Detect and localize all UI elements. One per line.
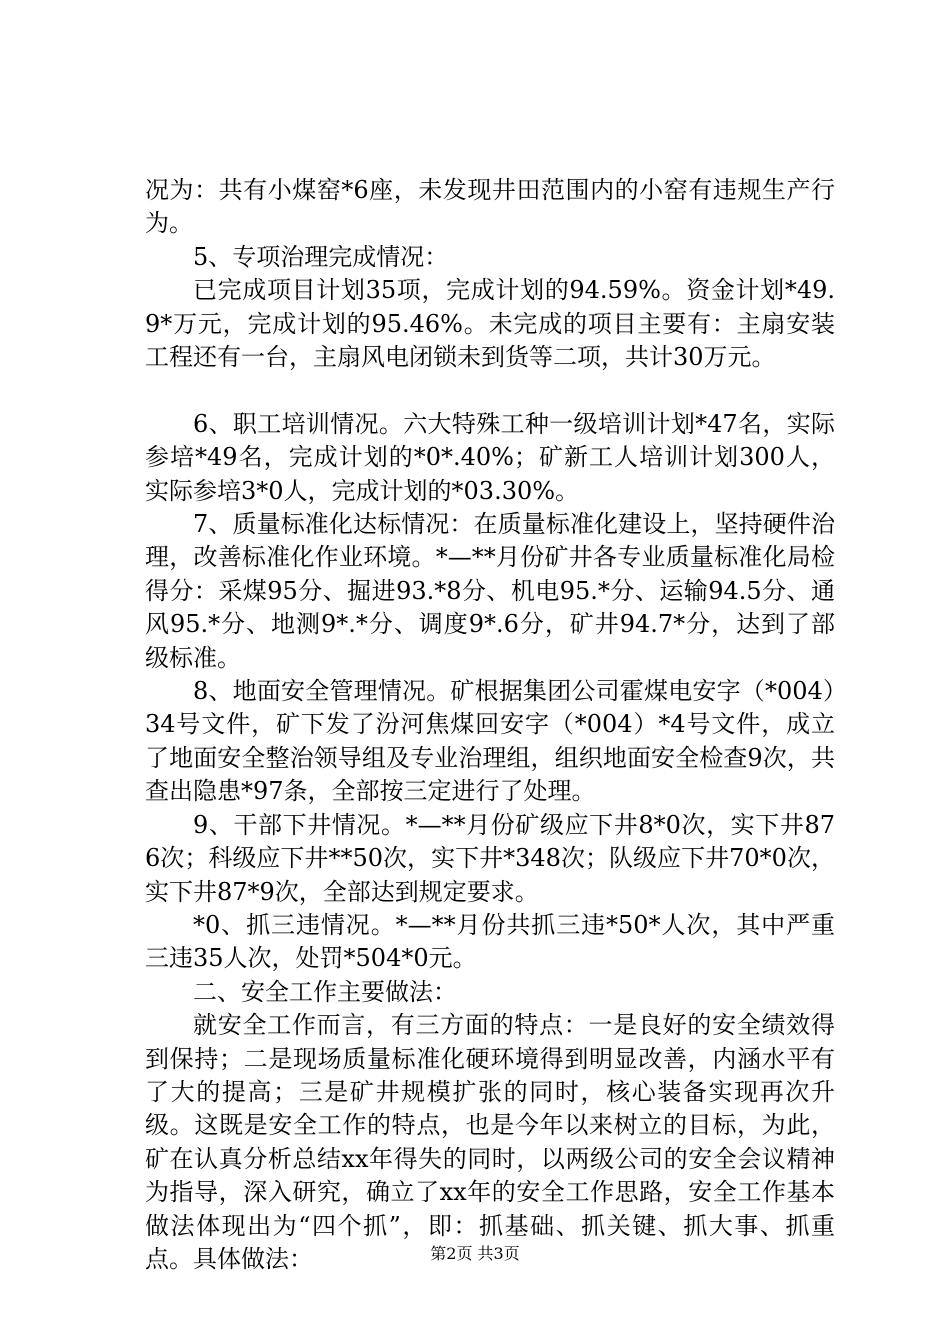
paragraph-safety-methods: 就安全工作而言，有三方面的特点：一是良好的安全绩效得到保持；二是现场质量标准化硬环境得到明显改善，内涵水平有了大的提高；三是矿井规模扩张的同时，核心装备实现再次升级。这既是安全工作的特点，也是今年以来树立的目标，为此，矿在认真分析总结xx年得失的同时，以两级公司的安全会议精神为指导，深入研究，确立了xx年的安全工作思路，安全工作基本做法体现出为“四个抓”，即：抓基础、抓关键、抓大事、抓重点。具体做法：: [145, 1011, 835, 1273]
paragraph-ground-safety: 8、地面安全管理情况。矿根据集团公司霍煤电安字（*004）34号文件，矿下发了汾河焦煤回安字（*004）*4号文件，成立了地面安全整治领导组及专业治理组，组织地面安全检查9次，共查出隐患*97条，全部按三定进行了处理。: [145, 677, 835, 806]
paragraph-special-treatment: 已完成项目计划35项，完成计划的94.59%。资金计划*49.9*万元，完成计划的95.46%。未完成的项目主要有：主扇安装工程还有一台，主扇风电闭锁未到货等二项，共计30万元。: [145, 276, 835, 372]
paragraph-heading-special-treatment: 5、专项治理完成情况：: [193, 242, 449, 271]
page-footer: 第2页 共3页: [430, 1244, 520, 1263]
document-body: [145, 174, 835, 1276]
paragraph-three-violations: *0、抓三违情况。*—**月份共抓三违*50*人次，其中严重三违35人次，处罚*504*0元。: [145, 910, 835, 973]
paragraph-cadre-underground: 9、干部下井情况。*—**月份矿级应下井8*0次，实下井876次；科级应下井**50次，实下井*348次；队级应下井70*0次，实下井87*9次，全部达到规定要求。: [145, 810, 835, 906]
paragraph-gap: [145, 374, 835, 407]
paragraph-continuation: 况为：共有小煤窑*6座，未发现井田范围内的小窑有违规生产行为。: [145, 176, 835, 238]
paragraph-heading-safety-methods: 二、安全工作主要做法：: [193, 977, 457, 1006]
paragraph-staff-training: 6、职工培训情况。六大特殊工种一级培训计划*47名，实际参培*49名，完成计划的*0*.40%；矿新工人培训计划300人，实际参培3*0人，完成计划的*03.30%。: [145, 409, 835, 505]
paragraph-quality-standard: 7、质量标准化达标情况：在质量标准化建设上，坚持硬件治理，改善标准化作业环境。*—**月份矿井各专业质量标准化局检得分：采煤95分、掘进93.*8分、机电95.*分、运输94.5分、通风95.*分、地测9*.*分、调度9*.6分，矿井94.7*分，达到了部级标准。: [145, 510, 835, 672]
